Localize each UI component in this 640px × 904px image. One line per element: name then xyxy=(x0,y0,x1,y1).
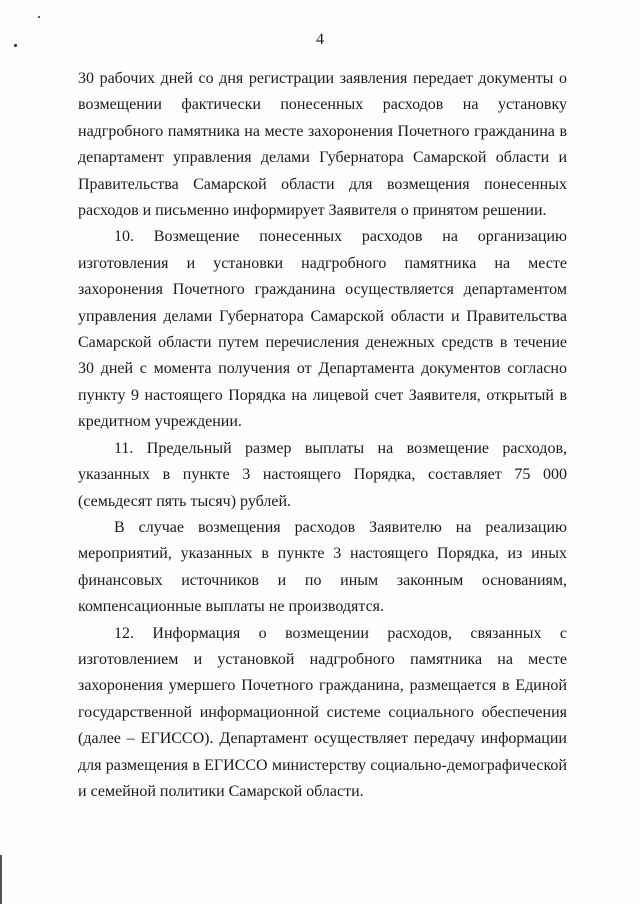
paragraph-item-12: 12. Информация о возмещении расходов, связанных с изготовлением и установкой надгробного памятника на месте захоронения умершего Почетного гражданина, размещается в Единой государственной информационной системе социального обеспечения (далее – ЕГИССО). Департамент осуществляет передачу информации для размещения в ЕГИССО министерству социально-демографической и семейной политики Самарской области. xyxy=(78,624,567,800)
paragraph-item-10: 10. Возмещение понесенных расходов на организацию изготовления и установки надгробного памятника на месте захоронения Почетного гражданина осуществляется департаментом управления делами Губернатора Самарской области и Правительства Самарской области путем перечисления денежных средств в течение 30 дней с момента получения от Департамента документов согласно пункту 9 настоящего Порядка на лицевой счет Заявителя, открытый в кредитном учреждении. xyxy=(78,228,567,431)
scan-edge-mark xyxy=(0,855,2,904)
scan-speck xyxy=(38,16,40,18)
paragraph-continuation: 30 рабочих дней со дня регистрации заявления передает документы о возмещении фактически понесенных расходов на установку надгробного памятника на месте захоронения Почетного гражданина в департамент управления делами Губернатора Самарской области и Правительства Самарской области для возмещения понесенных расходов и письменно информирует Заявителя о принятом решении. xyxy=(78,70,567,220)
paragraph-compensation-note: В случае возмещения расходов Заявителю на реализацию мероприятий, указанных в пункте 3 настоящего Порядка, из иных финансовых источников и по иным законным основаниям, компенсационные выплаты не производятся. xyxy=(78,518,567,616)
document-body xyxy=(78,66,567,805)
page-number: 4 xyxy=(316,31,324,48)
paragraph-item-11: 11. Предельный размер выплаты на возмещение расходов, указанных в пункте 3 настоящего Порядка, составляет 75 000 (семьдесят пять тысяч) рублей. xyxy=(78,439,567,510)
scan-speck xyxy=(14,44,17,47)
